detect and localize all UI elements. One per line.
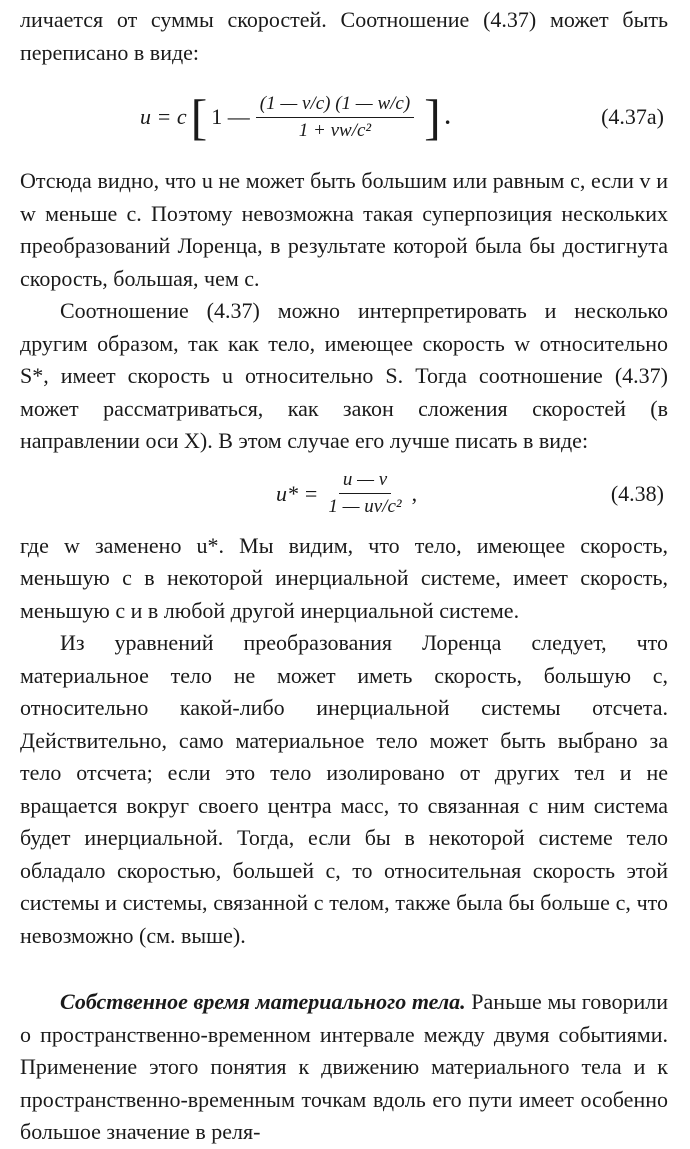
eq1-lhs: u = c xyxy=(140,104,187,129)
eq2-denominator: 1 — uv/c² xyxy=(328,496,402,517)
eq2-label: (4.38) xyxy=(610,480,664,506)
equation-4-38 xyxy=(20,458,668,530)
paragraph-1: личается от суммы скоростей. Соотношение (4.37) может быть переписано в виде: xyxy=(20,7,668,65)
eq2-fraction xyxy=(324,469,405,518)
equation-4-37a xyxy=(20,69,668,165)
paragraph-2: Отсюда видно, что u не может быть большим или равным c, если v и w меньше c. Поэтому невозможна такая суперпозиция нескольких преобразований Лоренца, в результате которой была бы достигнута скорость, большая, чем c. xyxy=(20,168,668,291)
right-bracket: ] xyxy=(424,89,441,145)
eq1-one: 1 — xyxy=(211,104,250,129)
equation-4-37a-body xyxy=(140,69,450,165)
paragraph-3: Соотношение (4.37) можно интерпретировать и несколько другим образом, так как тело, имеющее скорость w относительно S*, имеет скорость u относительно S. Тогда соотношение (4.37) может рассматриваться, как закон сложения скоростей (в направлении оси X). В этом случае его лучше писать в виде: xyxy=(20,298,668,453)
eq1-denominator: 1 + vw/c² xyxy=(298,119,372,141)
eq2-numerator: u — v xyxy=(339,469,391,494)
paragraph-4: где w заменено u*. Мы видим, что тело, имеющее скорость, меньшую c в некоторой инерциальной системе, имеет скорость, меньшую c и в любой другой инерциальной системе. xyxy=(20,532,668,623)
eq1-tail: . xyxy=(444,104,451,129)
left-bracket: [ xyxy=(190,89,208,145)
equation-4-38-body xyxy=(276,458,417,530)
eq1-numerator: (1 — v/c) (1 — w/c) xyxy=(256,93,414,118)
eq1-fraction xyxy=(256,93,414,142)
eq2-tail: , xyxy=(411,480,418,506)
paragraph-6 xyxy=(20,986,668,1149)
section-title: Собственное время материального тела. xyxy=(60,989,466,1014)
paragraph-5: Из уравнений преобразования Лоренца следует, что материальное тело не может иметь скорость, большую c, относительно какой-либо инерциальной системы отсчета. Действительно, само материальное тело может быть выбрано за тело отсчета; если это тело изолировано от других тел и не вращается вокруг своего центра масс, то связанная с ним система будет инерциальной. Тогда, если бы в некоторой системе тело обладало скоростью, большей c, то относительная скорость этой системы и системы, связанной с телом, также была бы больше c, что невозможно (см. выше). xyxy=(20,630,668,948)
paragraph-6-text: Раньше мы говорили о пространственно-временном интервале между двумя событиями. Применение этого понятия к движению материального тела и к пространственно-временным точкам вдоль его пути имеет особенно большое значение в реля- xyxy=(20,989,669,1144)
section-gap xyxy=(20,952,668,986)
eq2-lhs: u* = xyxy=(276,480,319,506)
eq1-label: (4.37a) xyxy=(601,104,664,129)
